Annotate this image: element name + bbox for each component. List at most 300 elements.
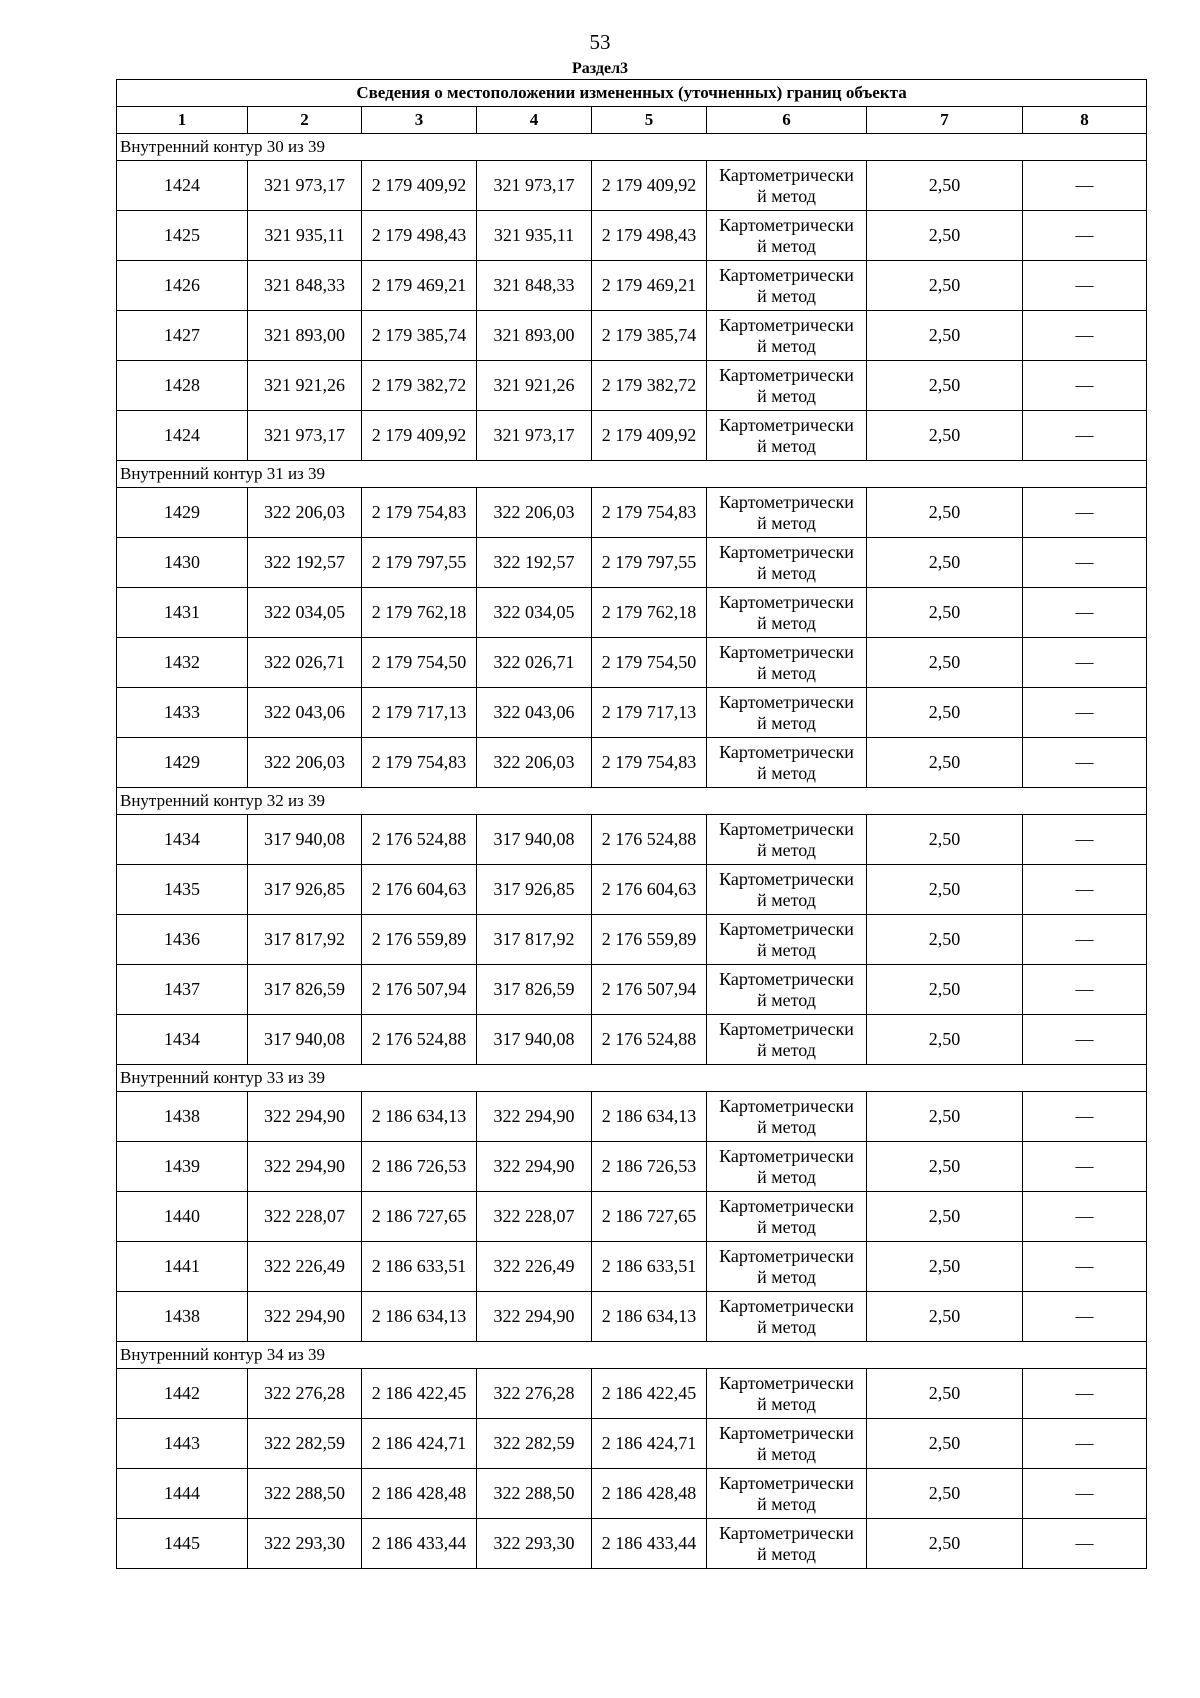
- point-number-cell: 1428: [117, 361, 248, 411]
- contour-group-title: Внутренний контур 31 из 39: [117, 461, 1147, 488]
- y-old-cell: 2 179 469,21: [362, 261, 477, 311]
- x-old-cell: 321 921,26: [248, 361, 362, 411]
- table-row: [117, 211, 1147, 261]
- table-row: [117, 588, 1147, 638]
- point-number-cell: 1438: [117, 1092, 248, 1142]
- y-new-cell: 2 179 385,74: [592, 311, 707, 361]
- description-cell: —: [1023, 1519, 1147, 1569]
- method-line: Картометрически: [719, 868, 854, 889]
- y-new-cell: 2 176 604,63: [592, 865, 707, 915]
- x-old-cell: 321 848,33: [248, 261, 362, 311]
- accuracy-cell: 2,50: [867, 211, 1023, 261]
- x-old-cell: 322 026,71: [248, 638, 362, 688]
- method-line: Картометрически: [719, 414, 854, 435]
- y-new-cell: 2 176 507,94: [592, 965, 707, 1015]
- method-line: й метод: [757, 562, 816, 583]
- method-line: й метод: [757, 1443, 816, 1464]
- method-line: Картометрически: [719, 1245, 854, 1266]
- method-line: Картометрически: [719, 364, 854, 385]
- method-line: Картометрически: [719, 741, 854, 762]
- method-line: Картометрически: [719, 264, 854, 285]
- y-new-cell: 2 186 634,13: [592, 1292, 707, 1342]
- description-cell: —: [1023, 261, 1147, 311]
- y-new-cell: 2 176 524,88: [592, 1015, 707, 1065]
- description-cell: —: [1023, 1292, 1147, 1342]
- method-line: Картометрически: [719, 1095, 854, 1116]
- x-new-cell: 322 206,03: [477, 738, 592, 788]
- x-old-cell: 321 973,17: [248, 411, 362, 461]
- x-new-cell: 317 817,92: [477, 915, 592, 965]
- x-new-cell: 322 276,28: [477, 1369, 592, 1419]
- point-number-cell: 1433: [117, 688, 248, 738]
- method-cell: [707, 588, 867, 638]
- method-cell: [707, 1292, 867, 1342]
- x-old-cell: 317 817,92: [248, 915, 362, 965]
- table-row: [117, 1369, 1147, 1419]
- accuracy-cell: 2,50: [867, 1192, 1023, 1242]
- table-row: [117, 1242, 1147, 1292]
- y-old-cell: 2 179 762,18: [362, 588, 477, 638]
- y-old-cell: 2 179 382,72: [362, 361, 477, 411]
- x-new-cell: 317 826,59: [477, 965, 592, 1015]
- method-cell: [707, 1242, 867, 1292]
- description-cell: —: [1023, 588, 1147, 638]
- x-old-cell: 322 288,50: [248, 1469, 362, 1519]
- method-cell: [707, 865, 867, 915]
- x-old-cell: 321 973,17: [248, 161, 362, 211]
- x-new-cell: 317 926,85: [477, 865, 592, 915]
- column-number: 6: [707, 107, 867, 134]
- method-line: Картометрически: [719, 641, 854, 662]
- description-cell: —: [1023, 1015, 1147, 1065]
- x-new-cell: 322 206,03: [477, 488, 592, 538]
- point-number-cell: 1445: [117, 1519, 248, 1569]
- description-cell: —: [1023, 1142, 1147, 1192]
- y-old-cell: 2 186 633,51: [362, 1242, 477, 1292]
- table-row: [117, 1419, 1147, 1469]
- point-number-cell: 1429: [117, 738, 248, 788]
- method-line: Картометрически: [719, 1372, 854, 1393]
- method-cell: [707, 1015, 867, 1065]
- x-old-cell: 322 206,03: [248, 488, 362, 538]
- description-cell: —: [1023, 311, 1147, 361]
- point-number-cell: 1441: [117, 1242, 248, 1292]
- y-new-cell: 2 186 422,45: [592, 1369, 707, 1419]
- accuracy-cell: 2,50: [867, 261, 1023, 311]
- method-cell: [707, 261, 867, 311]
- y-old-cell: 2 179 754,50: [362, 638, 477, 688]
- accuracy-cell: 2,50: [867, 815, 1023, 865]
- x-new-cell: 322 192,57: [477, 538, 592, 588]
- method-cell: [707, 1092, 867, 1142]
- column-number: 4: [477, 107, 592, 134]
- method-cell: [707, 311, 867, 361]
- contour-group-row: [117, 134, 1147, 161]
- method-cell: [707, 361, 867, 411]
- table-row: [117, 261, 1147, 311]
- x-old-cell: 321 935,11: [248, 211, 362, 261]
- y-new-cell: 2 179 754,83: [592, 488, 707, 538]
- y-old-cell: 2 179 385,74: [362, 311, 477, 361]
- table-row: [117, 1519, 1147, 1569]
- description-cell: —: [1023, 1242, 1147, 1292]
- description-cell: —: [1023, 411, 1147, 461]
- method-cell: [707, 488, 867, 538]
- table-row: [117, 361, 1147, 411]
- y-old-cell: 2 186 727,65: [362, 1192, 477, 1242]
- description-cell: —: [1023, 688, 1147, 738]
- accuracy-cell: 2,50: [867, 311, 1023, 361]
- point-number-cell: 1434: [117, 1015, 248, 1065]
- point-number-cell: 1440: [117, 1192, 248, 1242]
- point-number-cell: 1444: [117, 1469, 248, 1519]
- description-cell: —: [1023, 361, 1147, 411]
- x-new-cell: 322 043,06: [477, 688, 592, 738]
- method-cell: [707, 1142, 867, 1192]
- y-new-cell: 2 186 424,71: [592, 1419, 707, 1469]
- accuracy-cell: 2,50: [867, 1519, 1023, 1569]
- accuracy-cell: 2,50: [867, 488, 1023, 538]
- accuracy-cell: 2,50: [867, 1419, 1023, 1469]
- accuracy-cell: 2,50: [867, 965, 1023, 1015]
- point-number-cell: 1424: [117, 161, 248, 211]
- x-new-cell: 321 973,17: [477, 161, 592, 211]
- description-cell: —: [1023, 538, 1147, 588]
- point-number-cell: 1429: [117, 488, 248, 538]
- table-row: [117, 638, 1147, 688]
- accuracy-cell: 2,50: [867, 688, 1023, 738]
- accuracy-cell: 2,50: [867, 1292, 1023, 1342]
- table-row: [117, 1015, 1147, 1065]
- column-number: 1: [117, 107, 248, 134]
- accuracy-cell: 2,50: [867, 411, 1023, 461]
- method-line: й метод: [757, 1493, 816, 1514]
- method-line: й метод: [757, 1393, 816, 1414]
- method-line: й метод: [757, 285, 816, 306]
- point-number-cell: 1431: [117, 588, 248, 638]
- method-line: Картометрически: [719, 591, 854, 612]
- method-line: Картометрически: [719, 314, 854, 335]
- point-number-cell: 1426: [117, 261, 248, 311]
- method-cell: [707, 411, 867, 461]
- accuracy-cell: 2,50: [867, 638, 1023, 688]
- method-line: Картометрически: [719, 541, 854, 562]
- x-old-cell: 322 228,07: [248, 1192, 362, 1242]
- method-line: й метод: [757, 939, 816, 960]
- table-row: [117, 538, 1147, 588]
- accuracy-cell: 2,50: [867, 1242, 1023, 1292]
- point-number-cell: 1430: [117, 538, 248, 588]
- table-row: [117, 965, 1147, 1015]
- x-old-cell: 322 294,90: [248, 1292, 362, 1342]
- x-new-cell: 321 893,00: [477, 311, 592, 361]
- method-line: й метод: [757, 662, 816, 683]
- method-cell: [707, 538, 867, 588]
- method-cell: [707, 815, 867, 865]
- table-row: [117, 1092, 1147, 1142]
- point-number-cell: 1434: [117, 815, 248, 865]
- description-cell: —: [1023, 1369, 1147, 1419]
- method-line: й метод: [757, 1166, 816, 1187]
- method-line: й метод: [757, 1266, 816, 1287]
- point-number-cell: 1435: [117, 865, 248, 915]
- x-new-cell: 322 294,90: [477, 1092, 592, 1142]
- accuracy-cell: 2,50: [867, 1469, 1023, 1519]
- method-cell: [707, 1369, 867, 1419]
- method-line: Картометрически: [719, 1295, 854, 1316]
- x-old-cell: 322 192,57: [248, 538, 362, 588]
- method-line: й метод: [757, 1116, 816, 1137]
- x-old-cell: 317 940,08: [248, 815, 362, 865]
- method-cell: [707, 638, 867, 688]
- y-old-cell: 2 186 422,45: [362, 1369, 477, 1419]
- description-cell: —: [1023, 1192, 1147, 1242]
- point-number-cell: 1438: [117, 1292, 248, 1342]
- column-number: 7: [867, 107, 1023, 134]
- method-line: Картометрически: [719, 818, 854, 839]
- method-line: й метод: [757, 1543, 816, 1564]
- x-new-cell: 321 921,26: [477, 361, 592, 411]
- table-row: [117, 1469, 1147, 1519]
- y-old-cell: 2 186 424,71: [362, 1419, 477, 1469]
- method-line: й метод: [757, 889, 816, 910]
- description-cell: —: [1023, 1419, 1147, 1469]
- table-row: [117, 1142, 1147, 1192]
- x-new-cell: 322 294,90: [477, 1142, 592, 1192]
- y-new-cell: 2 179 469,21: [592, 261, 707, 311]
- y-new-cell: 2 186 428,48: [592, 1469, 707, 1519]
- section-title: Раздел3: [571, 60, 629, 77]
- y-new-cell: 2 179 498,43: [592, 211, 707, 261]
- accuracy-cell: 2,50: [867, 738, 1023, 788]
- y-new-cell: 2 176 524,88: [592, 815, 707, 865]
- accuracy-cell: 2,50: [867, 865, 1023, 915]
- y-new-cell: 2 179 762,18: [592, 588, 707, 638]
- contour-group-row: [117, 461, 1147, 488]
- method-line: Картометрически: [719, 918, 854, 939]
- y-old-cell: 2 176 524,88: [362, 815, 477, 865]
- method-line: Картометрически: [719, 1145, 854, 1166]
- method-cell: [707, 738, 867, 788]
- x-new-cell: 317 940,08: [477, 1015, 592, 1065]
- table-row: [117, 311, 1147, 361]
- x-new-cell: 321 935,11: [477, 211, 592, 261]
- x-old-cell: 322 206,03: [248, 738, 362, 788]
- boundary-coordinates-table: [116, 79, 1147, 1569]
- method-line: й метод: [757, 839, 816, 860]
- x-old-cell: 321 893,00: [248, 311, 362, 361]
- y-new-cell: 2 179 382,72: [592, 361, 707, 411]
- column-number: 2: [248, 107, 362, 134]
- column-number: 8: [1023, 107, 1147, 134]
- method-line: Картометрически: [719, 1522, 854, 1543]
- x-old-cell: 322 282,59: [248, 1419, 362, 1469]
- method-line: Картометрически: [719, 1018, 854, 1039]
- x-old-cell: 322 293,30: [248, 1519, 362, 1569]
- method-line: й метод: [757, 235, 816, 256]
- y-old-cell: 2 186 433,44: [362, 1519, 477, 1569]
- point-number-cell: 1437: [117, 965, 248, 1015]
- y-old-cell: 2 186 634,13: [362, 1292, 477, 1342]
- x-new-cell: 321 848,33: [477, 261, 592, 311]
- method-line: й метод: [757, 385, 816, 406]
- method-line: й метод: [757, 612, 816, 633]
- x-new-cell: 322 026,71: [477, 638, 592, 688]
- method-line: Картометрически: [719, 1472, 854, 1493]
- method-cell: [707, 211, 867, 261]
- method-line: й метод: [757, 712, 816, 733]
- contour-group-title: Внутренний контур 33 из 39: [117, 1065, 1147, 1092]
- x-old-cell: 322 294,90: [248, 1092, 362, 1142]
- x-new-cell: 321 973,17: [477, 411, 592, 461]
- accuracy-cell: 2,50: [867, 1092, 1023, 1142]
- y-old-cell: 2 179 409,92: [362, 161, 477, 211]
- method-line: й метод: [757, 335, 816, 356]
- method-cell: [707, 1192, 867, 1242]
- table-row: [117, 1292, 1147, 1342]
- description-cell: —: [1023, 1092, 1147, 1142]
- y-new-cell: 2 176 559,89: [592, 915, 707, 965]
- accuracy-cell: 2,50: [867, 1015, 1023, 1065]
- description-cell: —: [1023, 815, 1147, 865]
- method-cell: [707, 1419, 867, 1469]
- x-new-cell: 322 228,07: [477, 1192, 592, 1242]
- point-number-cell: 1432: [117, 638, 248, 688]
- description-cell: —: [1023, 1469, 1147, 1519]
- y-old-cell: 2 179 498,43: [362, 211, 477, 261]
- description-cell: —: [1023, 638, 1147, 688]
- accuracy-cell: 2,50: [867, 1142, 1023, 1192]
- point-number-cell: 1436: [117, 915, 248, 965]
- contour-group-title: Внутренний контур 32 из 39: [117, 788, 1147, 815]
- description-cell: —: [1023, 915, 1147, 965]
- method-line: Картометрически: [719, 968, 854, 989]
- table-row: [117, 865, 1147, 915]
- x-old-cell: 317 926,85: [248, 865, 362, 915]
- x-old-cell: 322 226,49: [248, 1242, 362, 1292]
- method-line: й метод: [757, 989, 816, 1010]
- y-new-cell: 2 179 409,92: [592, 161, 707, 211]
- contour-group-row: [117, 1342, 1147, 1369]
- point-number-cell: 1439: [117, 1142, 248, 1192]
- contour-group-title: Внутренний контур 34 из 39: [117, 1342, 1147, 1369]
- page-number: 53: [589, 30, 611, 54]
- method-line: й метод: [757, 1039, 816, 1060]
- method-line: й метод: [757, 1316, 816, 1337]
- x-new-cell: 322 282,59: [477, 1419, 592, 1469]
- table-row: [117, 411, 1147, 461]
- table-row: [117, 161, 1147, 211]
- x-old-cell: 322 294,90: [248, 1142, 362, 1192]
- y-new-cell: 2 186 634,13: [592, 1092, 707, 1142]
- y-old-cell: 2 186 634,13: [362, 1092, 477, 1142]
- method-line: Картометрически: [719, 691, 854, 712]
- table-row: [117, 1192, 1147, 1242]
- x-new-cell: 322 034,05: [477, 588, 592, 638]
- method-line: Картометрически: [719, 214, 854, 235]
- column-number-row: [117, 107, 1147, 134]
- y-new-cell: 2 179 754,50: [592, 638, 707, 688]
- y-old-cell: 2 176 524,88: [362, 1015, 477, 1065]
- contour-group-title: Внутренний контур 30 из 39: [117, 134, 1147, 161]
- column-number: 5: [592, 107, 707, 134]
- method-cell: [707, 161, 867, 211]
- accuracy-cell: 2,50: [867, 1369, 1023, 1419]
- accuracy-cell: 2,50: [867, 538, 1023, 588]
- accuracy-cell: 2,50: [867, 161, 1023, 211]
- y-old-cell: 2 179 717,13: [362, 688, 477, 738]
- table-body: [117, 134, 1147, 1569]
- method-cell: [707, 965, 867, 1015]
- x-old-cell: 322 043,06: [248, 688, 362, 738]
- y-old-cell: 2 176 604,63: [362, 865, 477, 915]
- x-old-cell: 322 276,28: [248, 1369, 362, 1419]
- table-row: [117, 915, 1147, 965]
- method-cell: [707, 688, 867, 738]
- y-new-cell: 2 186 433,44: [592, 1519, 707, 1569]
- column-number: 3: [362, 107, 477, 134]
- y-old-cell: 2 186 726,53: [362, 1142, 477, 1192]
- description-cell: —: [1023, 211, 1147, 261]
- y-old-cell: 2 179 754,83: [362, 738, 477, 788]
- x-old-cell: 317 940,08: [248, 1015, 362, 1065]
- method-cell: [707, 915, 867, 965]
- method-line: Картометрически: [719, 164, 854, 185]
- table-row: [117, 815, 1147, 865]
- x-new-cell: 322 293,30: [477, 1519, 592, 1569]
- x-new-cell: 322 294,90: [477, 1292, 592, 1342]
- x-new-cell: 322 288,50: [477, 1469, 592, 1519]
- contour-group-row: [117, 788, 1147, 815]
- table-row: [117, 688, 1147, 738]
- y-old-cell: 2 186 428,48: [362, 1469, 477, 1519]
- x-new-cell: 317 940,08: [477, 815, 592, 865]
- point-number-cell: 1442: [117, 1369, 248, 1419]
- method-line: Картометрически: [719, 491, 854, 512]
- description-cell: —: [1023, 488, 1147, 538]
- y-new-cell: 2 179 754,83: [592, 738, 707, 788]
- y-old-cell: 2 179 409,92: [362, 411, 477, 461]
- accuracy-cell: 2,50: [867, 361, 1023, 411]
- accuracy-cell: 2,50: [867, 915, 1023, 965]
- x-new-cell: 322 226,49: [477, 1242, 592, 1292]
- y-new-cell: 2 179 717,13: [592, 688, 707, 738]
- method-line: Картометрически: [719, 1195, 854, 1216]
- table-caption: Сведения о местоположении измененных (уточненных) границ объекта: [117, 80, 1147, 107]
- point-number-cell: 1424: [117, 411, 248, 461]
- point-number-cell: 1425: [117, 211, 248, 261]
- description-cell: —: [1023, 738, 1147, 788]
- method-cell: [707, 1469, 867, 1519]
- method-line: Картометрически: [719, 1422, 854, 1443]
- y-new-cell: 2 186 633,51: [592, 1242, 707, 1292]
- method-line: й метод: [757, 512, 816, 533]
- y-new-cell: 2 186 727,65: [592, 1192, 707, 1242]
- method-cell: [707, 1519, 867, 1569]
- y-old-cell: 2 179 754,83: [362, 488, 477, 538]
- y-old-cell: 2 176 507,94: [362, 965, 477, 1015]
- y-new-cell: 2 179 797,55: [592, 538, 707, 588]
- contour-group-row: [117, 1065, 1147, 1092]
- x-old-cell: 322 034,05: [248, 588, 362, 638]
- y-new-cell: 2 186 726,53: [592, 1142, 707, 1192]
- description-cell: —: [1023, 965, 1147, 1015]
- table-row: [117, 488, 1147, 538]
- y-old-cell: 2 179 797,55: [362, 538, 477, 588]
- description-cell: —: [1023, 161, 1147, 211]
- method-line: й метод: [757, 1216, 816, 1237]
- point-number-cell: 1427: [117, 311, 248, 361]
